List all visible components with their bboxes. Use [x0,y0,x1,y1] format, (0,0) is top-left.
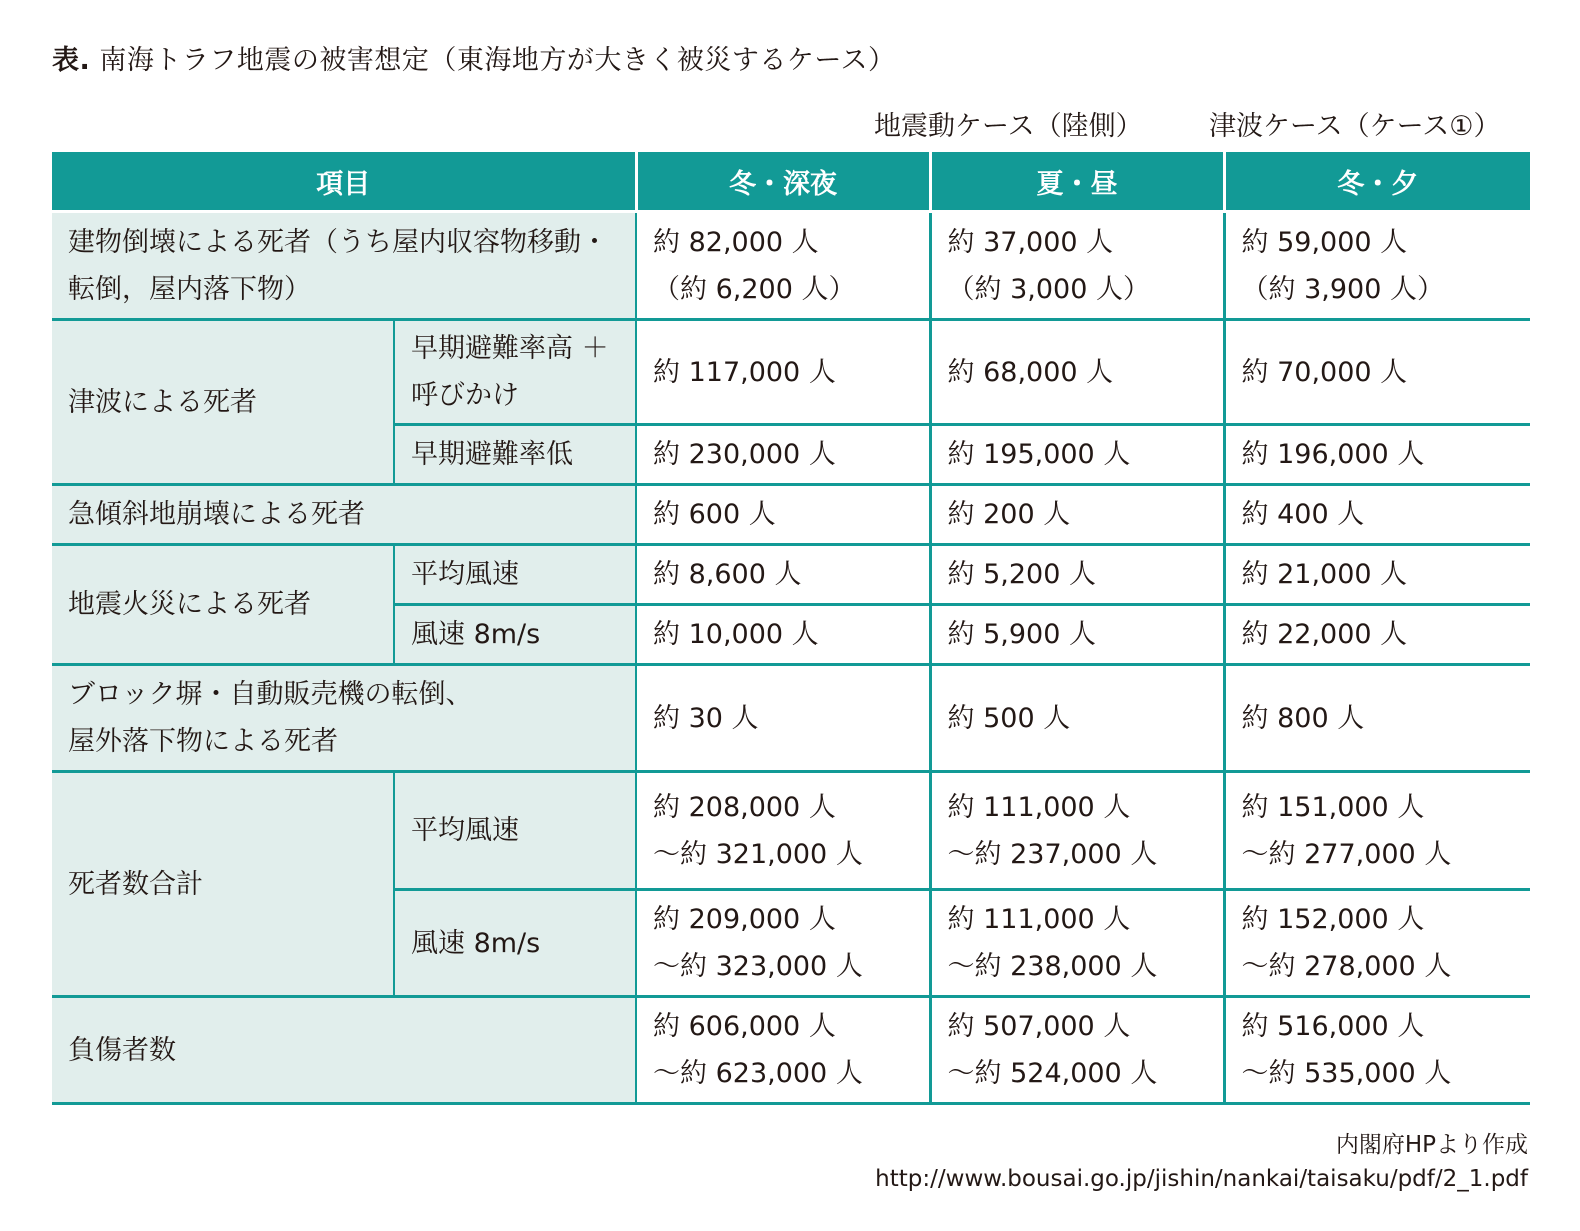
fire-8ms-winter-evening: 約 22,000 人 [1224,605,1530,665]
earthquake-case-label: 地震動ケース（陸側） [874,111,1143,142]
tsunami-high-summer-day: 約 68,000 人 [930,320,1224,425]
sublabel-early-evacuation-high: 早期避難率高 ＋ 呼びかけ [394,320,636,425]
tsunami-high-winter-night: 約 117,000 人 [636,320,930,425]
sublabel-total-wind-8ms: 風速 8m/s [394,890,636,997]
injured-winter-night: 約 606,000 人 ～約 623,000 人 [636,997,930,1104]
sublabel-total-average-wind: 平均風速 [394,772,636,890]
fire-8ms-winter-night: 約 10,000 人 [636,605,930,665]
slope-winter-night: 約 600 人 [636,485,930,545]
block-summer-day: 約 500 人 [930,665,1224,772]
block-winter-evening: 約 800 人 [1224,665,1530,772]
total-avg-winter-evening: 約 151,000 人 ～約 277,000 人 [1224,772,1530,890]
table-row [52,212,1530,320]
row-label-block-wall: ブロック塀・自動販売機の転倒、 屋外落下物による死者 [52,665,636,772]
total-8ms-summer-day: 約 111,000 人 ～約 238,000 人 [930,890,1224,997]
table-row [52,997,1530,1104]
injured-winter-evening: 約 516,000 人 ～約 535,000 人 [1224,997,1530,1104]
fire-8ms-summer-day: 約 5,900 人 [930,605,1224,665]
title-text: 南海トラフ地震の被害想定（東海地方が大きく被災するケース） [99,45,896,76]
table-row [52,545,1530,605]
sublabel-wind-8ms: 風速 8m/s [394,605,636,665]
tsunami-case-label: 津波ケース（ケース①） [1209,111,1501,142]
document-title [52,38,896,77]
row-label-tsunami: 津波による死者 [52,320,394,485]
fire-avg-winter-evening: 約 21,000 人 [1224,545,1530,605]
slope-winter-evening: 約 400 人 [1224,485,1530,545]
source-note [875,1128,1528,1196]
block-winter-night: 約 30 人 [636,665,930,772]
total-8ms-winter-evening: 約 152,000 人 ～約 278,000 人 [1224,890,1530,997]
row-label-fire: 地震火災による死者 [52,545,394,665]
building-winter-evening: 約 59,000 人 （約 3,900 人） [1224,212,1530,320]
row-label-total-deaths: 死者数合計 [52,772,394,997]
header-winter-evening: 冬・夕 [1224,152,1530,212]
total-avg-winter-night: 約 208,000 人 ～約 321,000 人 [636,772,930,890]
header-summer-day: 夏・昼 [930,152,1224,212]
sublabel-average-wind: 平均風速 [394,545,636,605]
fire-avg-summer-day: 約 5,200 人 [930,545,1224,605]
total-8ms-winter-night: 約 209,000 人 ～約 323,000 人 [636,890,930,997]
building-winter-night: 約 82,000 人 （約 6,200 人） [636,212,930,320]
total-avg-summer-day: 約 111,000 人 ～約 237,000 人 [930,772,1224,890]
row-label-injured: 負傷者数 [52,997,636,1104]
table-row [52,665,1530,772]
slope-summer-day: 約 200 人 [930,485,1224,545]
injured-summer-day: 約 507,000 人 ～約 524,000 人 [930,997,1224,1104]
header-winter-night: 冬・深夜 [636,152,930,212]
tsunami-low-summer-day: 約 195,000 人 [930,425,1224,485]
table-row [52,320,1530,425]
table-header-row [52,152,1530,212]
table-row [52,485,1530,545]
title-label: 表. [52,45,91,76]
building-summer-day: 約 37,000 人 （約 3,000 人） [930,212,1224,320]
header-item: 項目 [52,152,636,212]
sublabel-early-evacuation-low: 早期避難率低 [394,425,636,485]
fire-avg-winter-night: 約 8,600 人 [636,545,930,605]
damage-estimate-table [52,152,1530,1105]
tsunami-low-winter-night: 約 230,000 人 [636,425,930,485]
table-row [52,772,1530,890]
source-credit: 内閣府HPより作成 [1335,1132,1528,1158]
tsunami-high-winter-evening: 約 70,000 人 [1224,320,1530,425]
source-url: http://www.bousai.go.jp/jishin/nankai/taisaku/pdf/2_1.pdf [875,1166,1528,1192]
row-label-building-collapse: 建物倒壊による死者（うち屋内収容物移動・ 転倒，屋内落下物） [52,212,636,320]
tsunami-low-winter-evening: 約 196,000 人 [1224,425,1530,485]
row-label-slope-failure: 急傾斜地崩壊による死者 [52,485,636,545]
